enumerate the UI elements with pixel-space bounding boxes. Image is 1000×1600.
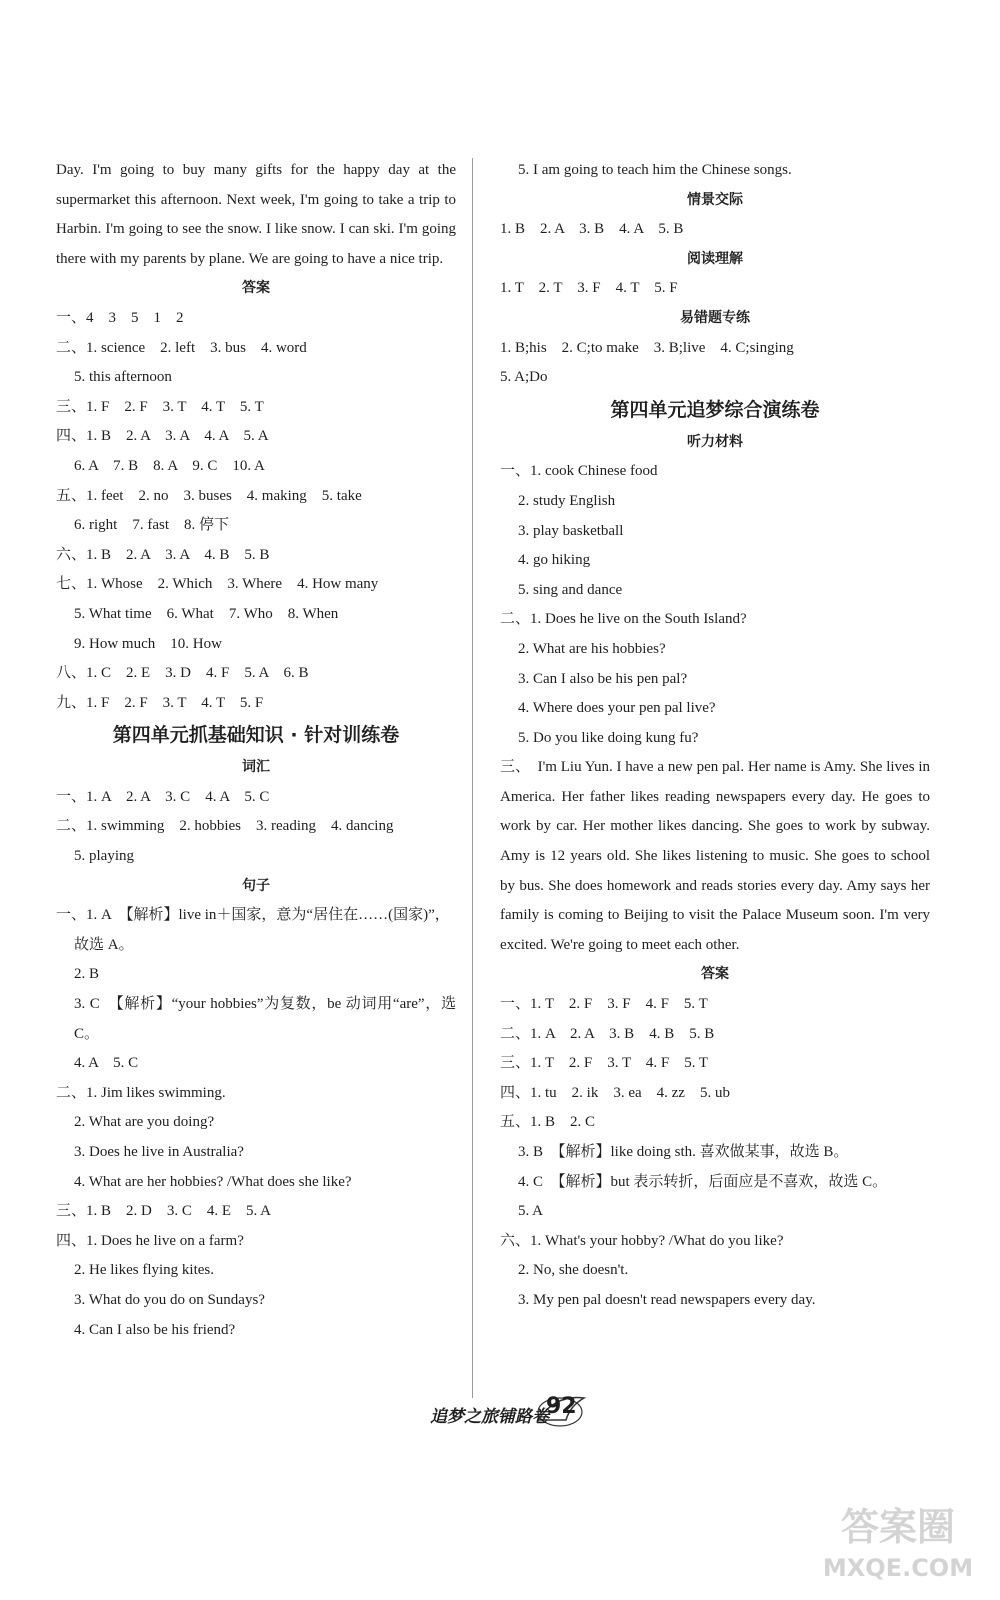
answer-line: 一、1. T 2. F 3. F 4. F 5. T xyxy=(500,996,708,1013)
answer-explanation: 3. C 【解析】“your hobbies”为复数，be 动词用“are”，选 C。 xyxy=(74,996,456,1042)
vocab-heading: 词汇 xyxy=(242,759,270,776)
answer-line: 5. I am going to teach him the Chinese songs. xyxy=(518,162,792,178)
answer-line: 五、1. B 2. C xyxy=(500,1114,596,1131)
answer-line: 1. T 2. T 3. F 4. T 5. F xyxy=(500,280,678,297)
listening-line: 4. Where does your pen pal live? xyxy=(518,700,716,717)
watermark-logo xyxy=(818,1492,978,1588)
answer-line: 1. B;his 2. C;to make 3. B;live 4. C;singing xyxy=(500,339,794,356)
answer-line: 9. How much 10. How xyxy=(74,635,222,652)
situation-heading: 情景交际 xyxy=(687,191,743,208)
left-column xyxy=(56,156,456,1345)
listening-passage-end: Day. I'm going to buy many gifts for the happy day at the supermarket this afternoon. Next week, I'm going to take a trip to Harbin. I'm going to see the snow. I like snow. I can ski. I'm going there with my parents by plane. We are going to have a nice trip. xyxy=(56,162,456,267)
answer-line: 2. B xyxy=(74,966,100,983)
right-column xyxy=(500,156,930,1316)
answer-line: 3. My pen pal doesn't read newspapers every day. xyxy=(518,1291,816,1308)
answer-line: 二、1. A 2. A 3. B 4. B 5. B xyxy=(500,1025,715,1042)
page-footer xyxy=(430,1390,590,1434)
listening-line: 5. sing and dance xyxy=(518,581,623,598)
answer-line: 五、1. feet 2. no 3. buses 4. making 5. take xyxy=(56,487,362,504)
reading-heading: 阅读理解 xyxy=(687,250,743,267)
svg-text:MXQE.COM: MXQE.COM xyxy=(822,1554,974,1582)
answer-line: 2. What are you doing? xyxy=(74,1114,215,1131)
answer-line: 6. A 7. B 8. A 9. C 10. A xyxy=(74,457,265,474)
listening-line: 4. go hiking xyxy=(518,552,591,569)
listening-passage: 三、 I'm Liu Yun. I have a new pen pal. Her name is Amy. She lives in America. Her father likes reading newspapers every day. He goes to work by car. Her mother likes dancing. She goes to work by subway. Amy is 12 years old. She likes listening to music. She goes to school by bus. She does homework and reads stories every day. Amy says her family is coming to Beijing to visit the Palace Museum soon. I'm very excited. We're going to meet each other. xyxy=(500,759,930,953)
answer-line: 四、1. B 2. A 3. A 4. A 5. A xyxy=(56,428,269,445)
answer-line: 三、1. B 2. D 3. C 4. E 5. A xyxy=(56,1203,272,1220)
answers-heading: 答案 xyxy=(701,966,729,983)
answers-heading: 答案 xyxy=(242,280,270,297)
answer-explanation: 一、1. A 【解析】live in＋国家，意为“居住在……(国家)”，故选 A。 xyxy=(56,907,450,953)
answer-line: 六、1. B 2. A 3. A 4. B 5. B xyxy=(56,546,270,563)
answer-line: 二、1. science 2. left 3. bus 4. word xyxy=(56,339,307,356)
section-heading: 第四单元抓基础知识 · 针对训练卷 xyxy=(112,724,400,747)
answer-line: 6. right 7. fast 8. 停下 xyxy=(74,517,229,534)
answer-explanation: 4. C 【解析】but 表示转折，后面应是不喜欢，故选 C。 xyxy=(518,1173,888,1190)
answer-line: 六、1. What's your hobby? /What do you like? xyxy=(500,1232,784,1249)
listening-line: 二、1. Does he live on the South Island? xyxy=(500,611,747,628)
section-heading: 第四单元追梦综合演练卷 xyxy=(610,398,820,421)
answer-line: 5. What time 6. What 7. Who 8. When xyxy=(74,605,339,622)
listening-line: 一、1. cook Chinese food xyxy=(500,463,658,480)
answer-line: 八、1. C 2. E 3. D 4. F 5. A 6. B xyxy=(56,665,309,682)
listening-line: 3. Can I also be his pen pal? xyxy=(518,670,688,687)
brand-logo: 追梦之旅铺路卷 xyxy=(430,1407,549,1427)
listening-line: 5. Do you like doing kung fu? xyxy=(518,729,699,746)
answer-line: 2. He likes flying kites. xyxy=(74,1262,214,1279)
answer-line: 九、1. F 2. F 3. T 4. T 5. F xyxy=(56,694,264,711)
answer-line: 5. A xyxy=(518,1203,544,1220)
answer-line: 4. A 5. C xyxy=(74,1055,139,1072)
answer-line: 5. playing xyxy=(74,848,134,865)
answer-line: 二、1. Jim likes swimming. xyxy=(56,1084,226,1101)
page-number: 92 xyxy=(546,1394,577,1419)
listening-line: 2. What are his hobbies? xyxy=(518,640,666,657)
answer-line: 四、1. tu 2. ik 3. ea 4. zz 5. ub xyxy=(500,1084,730,1101)
sentence-heading: 句子 xyxy=(242,877,270,894)
listening-line: 2. study English xyxy=(518,492,616,509)
error-practice-heading: 易错题专练 xyxy=(680,309,750,326)
answer-line: 3. Does he live in Australia? xyxy=(74,1144,244,1160)
answer-line: 一、1. A 2. A 3. C 4. A 5. C xyxy=(56,788,270,805)
column-divider xyxy=(472,158,473,1398)
answer-explanation: 3. B 【解析】like doing sth. 喜欢做某事，故选 B。 xyxy=(518,1144,849,1160)
listening-line: 3. play basketball xyxy=(518,522,624,539)
answer-line: 一、4 3 5 1 2 xyxy=(56,309,184,326)
answer-line: 七、1. Whose 2. Which 3. Where 4. How many xyxy=(56,576,379,593)
answer-line: 二、1. swimming 2. hobbies 3. reading 4. dancing xyxy=(56,818,394,835)
answer-line: 四、1. Does he live on a farm? xyxy=(56,1232,244,1249)
answer-line: 2. No, she doesn't. xyxy=(518,1262,629,1279)
svg-text:答案圈: 答案圈 xyxy=(840,1505,956,1549)
answer-line: 5. A;Do xyxy=(500,369,548,386)
listening-heading: 听力材料 xyxy=(687,433,743,450)
answer-line: 3. What do you do on Sundays? xyxy=(74,1291,265,1308)
answer-line: 4. What are her hobbies? /What does she like? xyxy=(74,1173,352,1190)
answer-line: 三、1. T 2. F 3. T 4. F 5. T xyxy=(500,1055,709,1072)
answer-line: 1. B 2. A 3. B 4. A 5. B xyxy=(500,221,684,238)
answer-line: 5. this afternoon xyxy=(74,369,172,386)
answer-line: 三、1. F 2. F 3. T 4. T 5. T xyxy=(56,398,264,415)
answer-line: 4. Can I also be his friend? xyxy=(74,1321,236,1338)
